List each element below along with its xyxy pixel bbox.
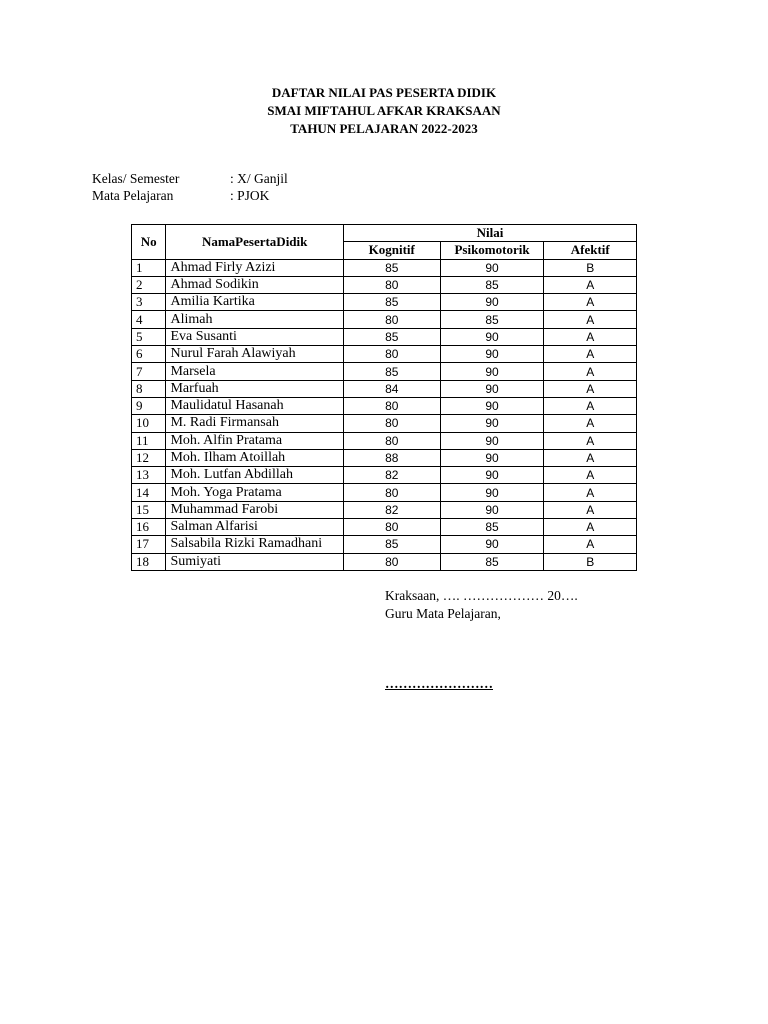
header-name: NamaPesertaDidik <box>166 225 343 260</box>
row-kognitif: 80 <box>343 415 440 432</box>
row-psikomotorik: 85 <box>440 519 544 536</box>
class-semester-label: Kelas/ Semester <box>92 171 180 186</box>
table-row <box>132 536 637 553</box>
row-afektif: A <box>544 484 637 501</box>
header-psikomotorik: Psikomotorik <box>440 242 544 259</box>
row-psikomotorik: 90 <box>440 415 544 432</box>
row-psikomotorik: 90 <box>440 467 544 484</box>
row-kognitif: 80 <box>343 484 440 501</box>
row-kognitif: 85 <box>343 328 440 345</box>
class-semester-value: : X/ Ganjil <box>230 171 288 186</box>
row-name: Ahmad Firly Azizi <box>166 259 343 276</box>
row-no: 13 <box>132 467 166 484</box>
table-row <box>132 311 637 328</box>
table-row <box>132 432 637 449</box>
header-no: No <box>132 225 166 260</box>
table-row <box>132 346 637 363</box>
row-psikomotorik: 90 <box>440 449 544 466</box>
row-afektif: A <box>544 415 637 432</box>
row-afektif: A <box>544 519 637 536</box>
row-name: Moh. Lutfan Abdillah <box>166 467 343 484</box>
table-row <box>132 380 637 397</box>
row-name: Moh. Ilham Atoillah <box>166 449 343 466</box>
row-name: Nurul Farah Alawiyah <box>166 346 343 363</box>
row-no: 6 <box>132 346 166 363</box>
row-psikomotorik: 90 <box>440 432 544 449</box>
row-name: Salman Alfarisi <box>166 519 343 536</box>
table-row <box>132 467 637 484</box>
row-psikomotorik: 85 <box>440 276 544 293</box>
row-psikomotorik: 85 <box>440 553 544 570</box>
header-afektif: Afektif <box>544 242 637 259</box>
row-no: 12 <box>132 449 166 466</box>
table-row <box>132 397 637 414</box>
row-psikomotorik: 90 <box>440 536 544 553</box>
table-row <box>132 484 637 501</box>
row-no: 4 <box>132 311 166 328</box>
table-row <box>132 449 637 466</box>
row-name: Moh. Alfin Pratama <box>166 432 343 449</box>
row-name: Maulidatul Hasanah <box>166 397 343 414</box>
row-afektif: A <box>544 346 637 363</box>
row-kognitif: 88 <box>343 449 440 466</box>
table-row <box>132 501 637 518</box>
row-psikomotorik: 85 <box>440 311 544 328</box>
row-afektif: B <box>544 553 637 570</box>
row-no: 9 <box>132 397 166 414</box>
row-kognitif: 82 <box>343 467 440 484</box>
row-kognitif: 84 <box>343 380 440 397</box>
table-row <box>132 294 637 311</box>
title-line-3: TAHUN PELAJARAN 2022-2023 <box>290 121 478 136</box>
row-kognitif: 80 <box>343 276 440 293</box>
row-psikomotorik: 90 <box>440 363 544 380</box>
row-kognitif: 82 <box>343 501 440 518</box>
table-row <box>132 415 637 432</box>
row-name: M. Radi Firmansah <box>166 415 343 432</box>
row-name: Marsela <box>166 363 343 380</box>
row-no: 5 <box>132 328 166 345</box>
table-row <box>132 519 637 536</box>
document-title <box>0 84 768 138</box>
row-kognitif: 85 <box>343 536 440 553</box>
row-afektif: A <box>544 363 637 380</box>
grades-table-body <box>132 259 637 570</box>
row-psikomotorik: 90 <box>440 397 544 414</box>
signature-name-line: …………………… <box>385 676 493 691</box>
row-no: 16 <box>132 519 166 536</box>
table-row <box>132 363 637 380</box>
row-psikomotorik: 90 <box>440 259 544 276</box>
title-line-1: DAFTAR NILAI PAS PESERTA DIDIK <box>271 85 497 100</box>
row-afektif: A <box>544 328 637 345</box>
row-afektif: A <box>544 276 637 293</box>
table-row <box>132 276 637 293</box>
table-row <box>132 259 637 276</box>
signature-block <box>385 587 578 623</box>
row-kognitif: 80 <box>343 519 440 536</box>
subject-value: : PJOK <box>230 188 270 203</box>
grades-table <box>131 224 637 571</box>
row-psikomotorik: 90 <box>440 484 544 501</box>
row-no: 2 <box>132 276 166 293</box>
row-psikomotorik: 90 <box>440 346 544 363</box>
row-kognitif: 80 <box>343 397 440 414</box>
class-info <box>92 170 288 204</box>
row-no: 15 <box>132 501 166 518</box>
row-name: Muhammad Farobi <box>166 501 343 518</box>
row-kognitif: 80 <box>343 432 440 449</box>
table-row <box>132 328 637 345</box>
row-afektif: B <box>544 259 637 276</box>
row-afektif: A <box>544 294 637 311</box>
row-no: 8 <box>132 380 166 397</box>
row-name: Moh. Yoga Pratama <box>166 484 343 501</box>
row-afektif: A <box>544 449 637 466</box>
row-psikomotorik: 90 <box>440 380 544 397</box>
row-no: 7 <box>132 363 166 380</box>
row-kognitif: 80 <box>343 553 440 570</box>
row-afektif: A <box>544 467 637 484</box>
header-kognitif: Kognitif <box>343 242 440 259</box>
header-row-top <box>132 225 637 242</box>
place-date: Kraksaan, …. ……………… 20…. <box>385 588 578 603</box>
row-name: Eva Susanti <box>166 328 343 345</box>
row-no: 14 <box>132 484 166 501</box>
row-kognitif: 80 <box>343 311 440 328</box>
row-afektif: A <box>544 432 637 449</box>
row-name: Sumiyati <box>166 553 343 570</box>
row-psikomotorik: 90 <box>440 328 544 345</box>
row-afektif: A <box>544 311 637 328</box>
row-name: Marfuah <box>166 380 343 397</box>
class-semester-row <box>92 170 288 187</box>
row-no: 11 <box>132 432 166 449</box>
table-row <box>132 553 637 570</box>
row-kognitif: 85 <box>343 294 440 311</box>
row-no: 10 <box>132 415 166 432</box>
row-kognitif: 85 <box>343 259 440 276</box>
row-name: Salsabila Rizki Ramadhani <box>166 536 343 553</box>
teacher-role: Guru Mata Pelajaran, <box>385 606 501 621</box>
header-nilai: Nilai <box>343 225 636 242</box>
row-afektif: A <box>544 536 637 553</box>
title-line-2: SMAI MIFTAHUL AFKAR KRAKSAAN <box>267 103 501 118</box>
grades-table-head <box>132 225 637 260</box>
row-no: 17 <box>132 536 166 553</box>
subject-label: Mata Pelajaran <box>92 188 174 203</box>
row-afektif: A <box>544 380 637 397</box>
row-psikomotorik: 90 <box>440 294 544 311</box>
row-kognitif: 80 <box>343 346 440 363</box>
row-name: Ahmad Sodikin <box>166 276 343 293</box>
row-name: Amilia Kartika <box>166 294 343 311</box>
row-kognitif: 85 <box>343 363 440 380</box>
subject-row <box>92 187 288 204</box>
row-no: 18 <box>132 553 166 570</box>
row-psikomotorik: 90 <box>440 501 544 518</box>
row-afektif: A <box>544 397 637 414</box>
row-afektif: A <box>544 501 637 518</box>
row-no: 3 <box>132 294 166 311</box>
row-no: 1 <box>132 259 166 276</box>
row-name: Alimah <box>166 311 343 328</box>
